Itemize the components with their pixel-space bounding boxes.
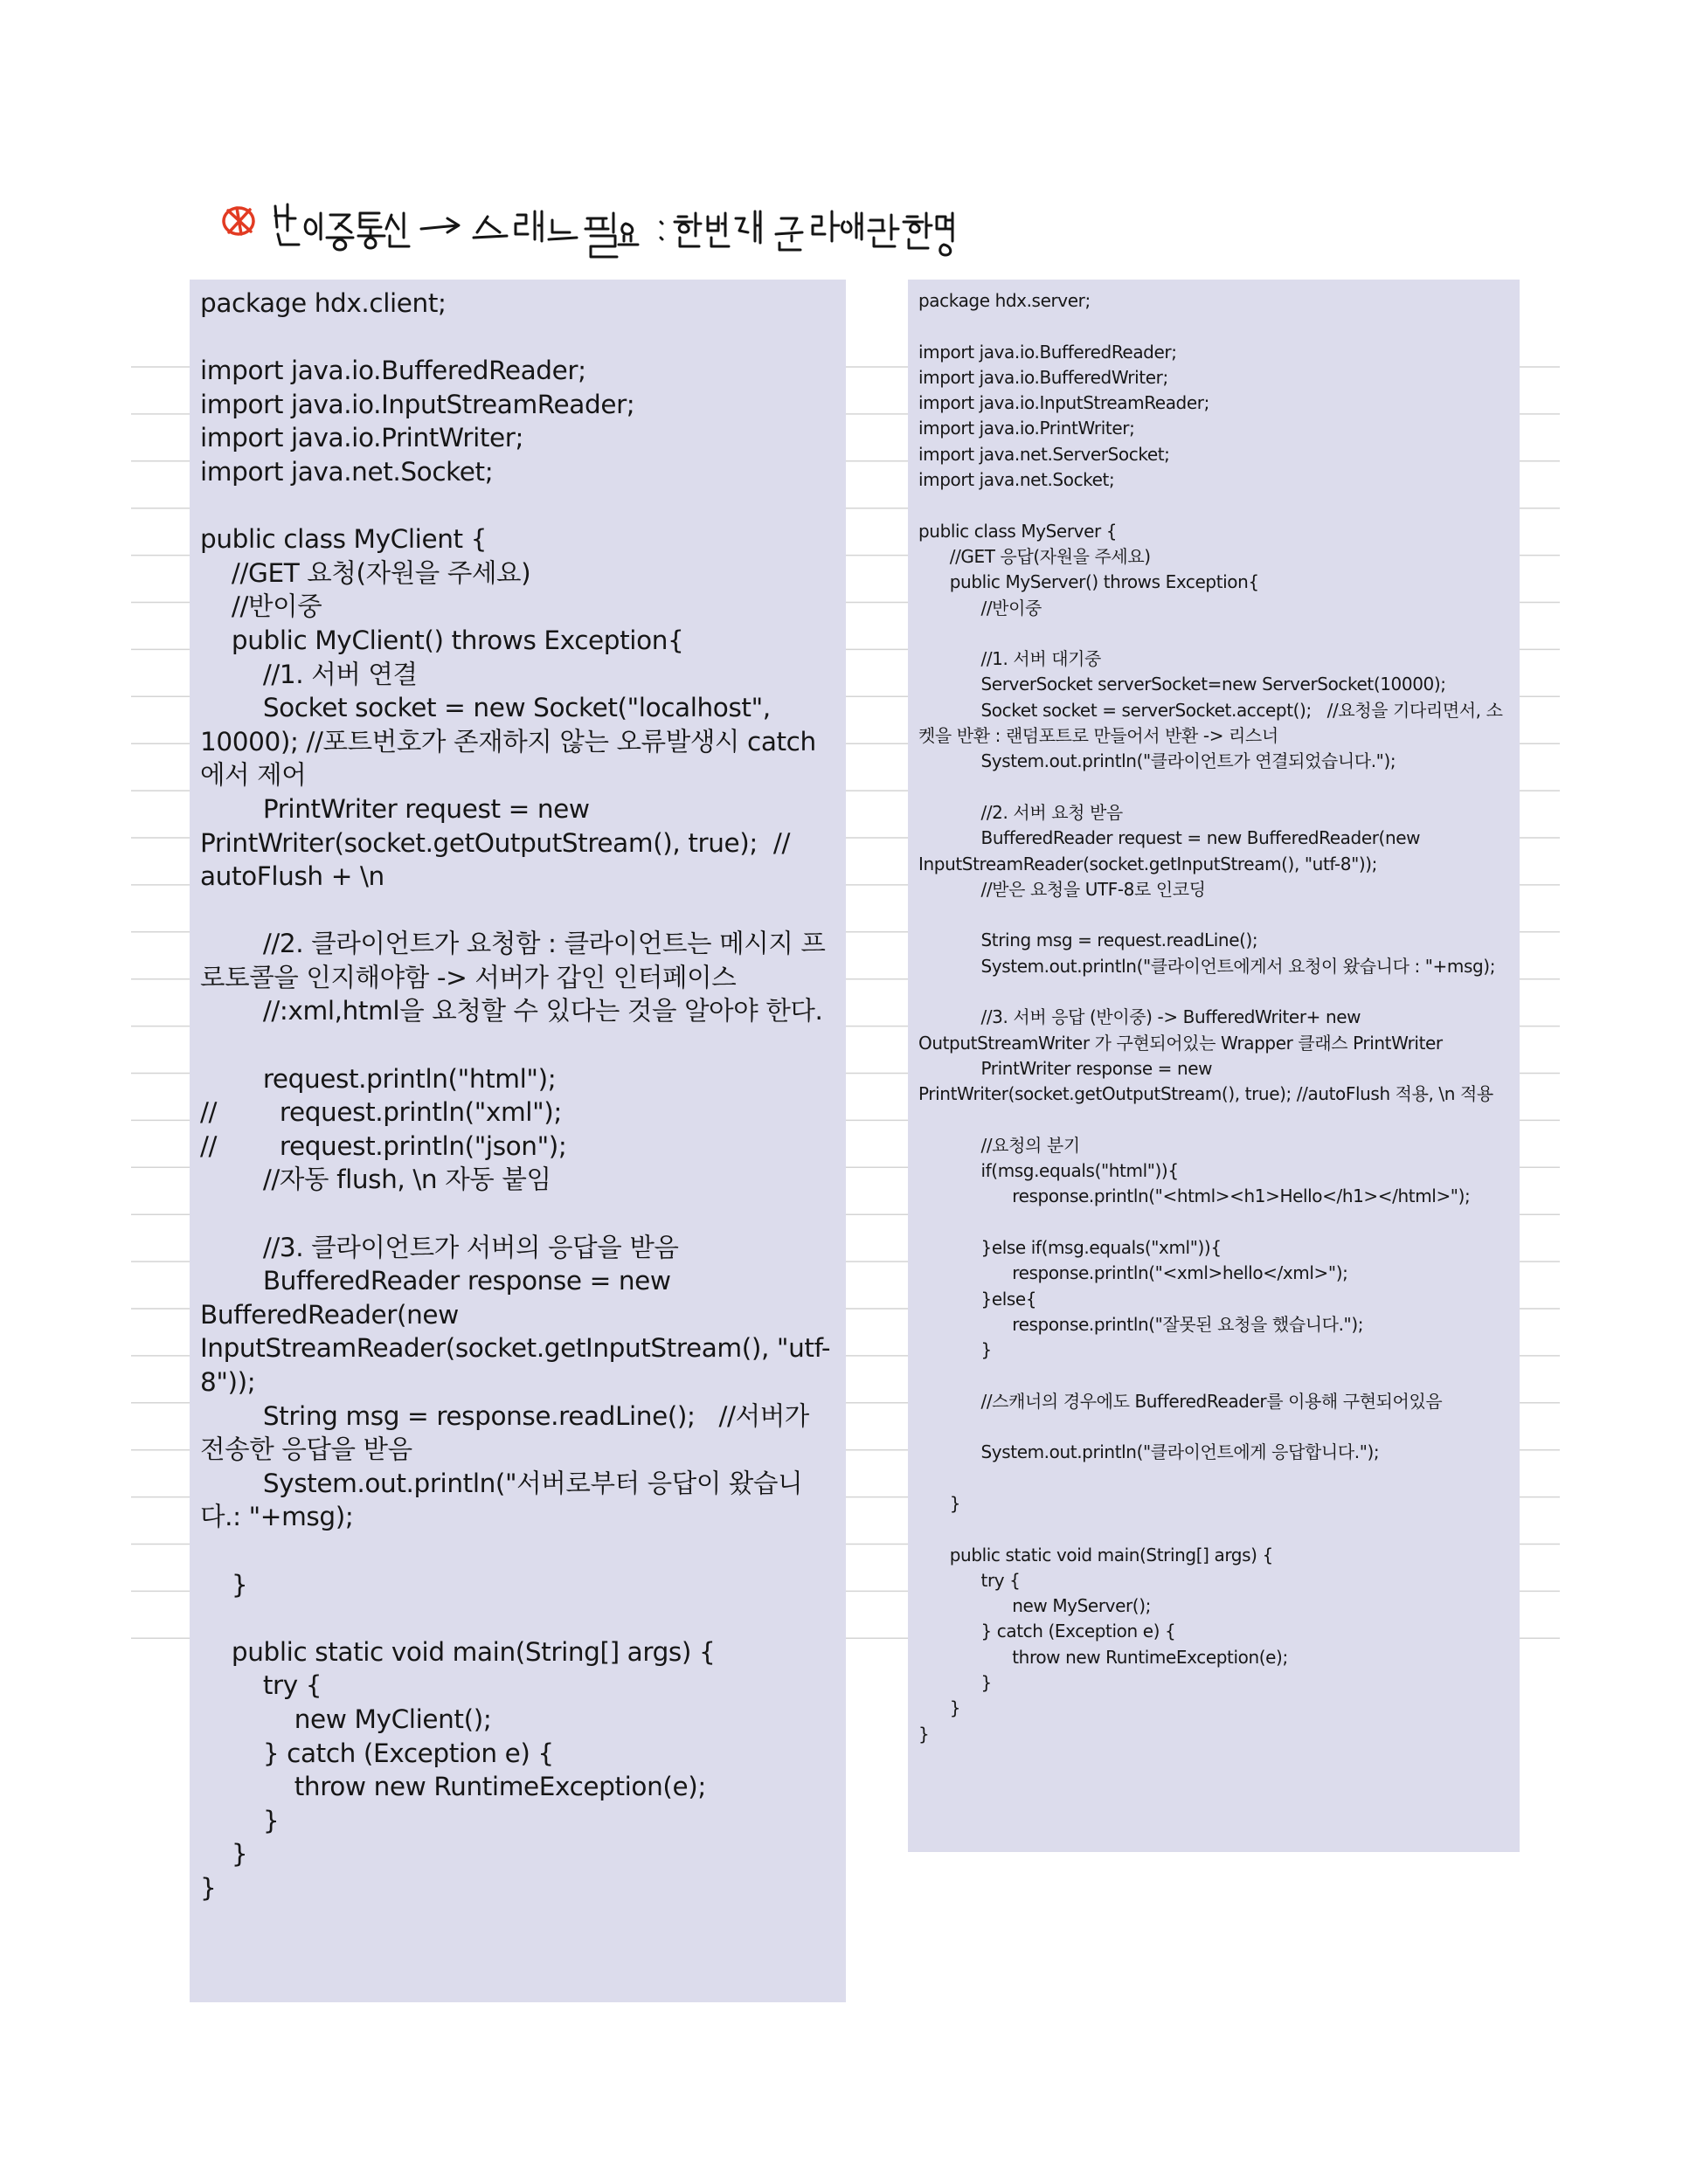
server-code-panel (908, 280, 1520, 1852)
red-marker-icon (224, 208, 253, 234)
server-code: package hdx.server; import java.io.BufferedReader; import java.io.BufferedWriter; import java.io.InputStreamReader; import java.io.PrintWriter; import java.net.ServerSocket; import java.net.Socket; public class MyServer { //GET 응답(자원을 주세요) public MyServer() throws Exception{ //반이중 //1. 서버 대기중 ServerSocket serverSocket=new ServerSocket(10000); Socket socket = serverSocket.accept(); //요청을 기다리면서, 소켓을 반환 : 랜덤포트로 만들어서 반환 -> 리스너 System.out.println("클라이언트가 연결되었습니다."); //2. 서버 요청 받음 BufferedReader request = new BufferedReader(new InputStreamReader(socket.getInputStream(), "utf-8")); //받은 요청을 UTF-8로 인코딩 String msg = request.readLine(); System.out.println("클라이언트에게서 요청이 왔습니다 : "+msg); //3. 서버 응답 (반이중) -> BufferedWriter+ new OutputStreamWriter 가 구현되어있는 Wrapper 클래스 PrintWriter PrintWriter response = new PrintWriter(socket.getOutputStream(), true); //autoFlush 적용, \n 적용 //요청의 분기 if(msg.equals("html")){ response.println("<html><h1>Hello</h1></html>"); }else if(msg.equals("xml")){ response.println("<xml>hello</xml>"); }else{ response.println("잘못된 요청을 했습니다."); } //스캐너의 경우에도 BufferedReader를 이용해 구현되어있음 System.out.println("클라이언트에게 응답합니다."); } public static void main(String[] args) { try { new MyServer(); } catch (Exception e) { throw new RuntimeException(e); } } } (918, 290, 1503, 1745)
client-code-panel (190, 280, 846, 2002)
client-code: package hdx.client; import java.io.BufferedReader; import java.io.InputStreamReader; import java.io.PrintWriter; import java.net.Socket; public class MyClient { //GET 요청(자원을 주세요) //반이중 public MyClient() throws Exception{ //1. 서버 연결 Socket socket = new Socket("localhost", 10000); //포트번호가 존재하지 않는 오류발생시 catch에서 제어 PrintWriter request = new PrintWriter(socket.getOutputStream(), true); // autoFlush + \n //2. 클라이언트가 요청함 : 클라이언트는 메시지 프로토콜을 인지해야함 -> 서버가 갑인 인터페이스 //:xml,html을 요청할 수 있다는 것을 알아야 한다. request.println("html"); // request.println("xml"); // request.println("json"); //자동 flush, \n 자동 붙임 //3. 클라이언트가 서버의 응답을 받음 BufferedReader response = new BufferedReader(new InputStreamReader(socket.getInputStream(), "utf-8")); String msg = response.readLine(); //서버가 전송한 응답을 받음 System.out.println("서버로부터 응답이 왔습니다.: "+msg); } public static void main(String[] args) { try { new MyClient(); } catch (Exception e) { throw new RuntimeException(e); } } } (200, 288, 831, 1903)
handwriting-strokes (275, 204, 952, 257)
